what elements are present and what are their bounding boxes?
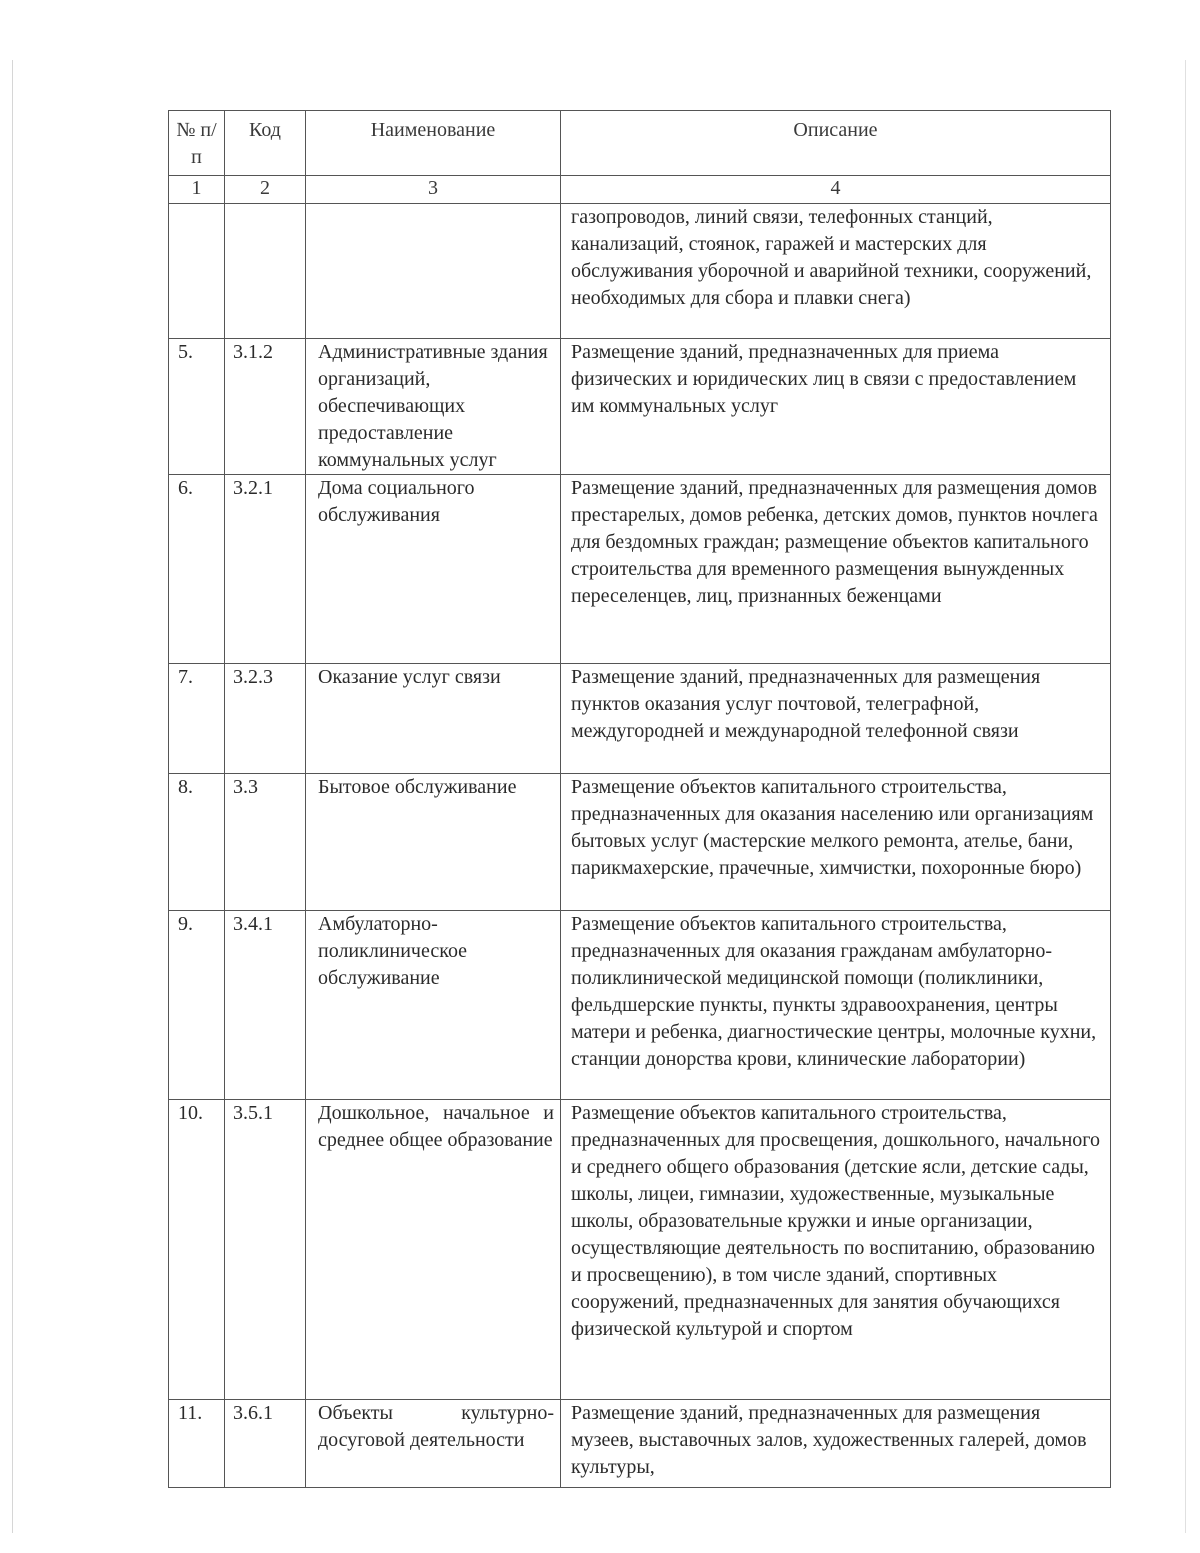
row-desc: Размещение объектов капитального строительства, предназначенных для оказания гражданам амбулаторно-поликлинической медицинской помощи (поликлиники, фельдшерские пункты, пункты здравоохранения, центры матери и ребенка, диагностические центры, молочные кухни, станции донорства крови, клинические лаборатории) bbox=[561, 911, 1111, 1100]
row-num: 7. bbox=[169, 664, 225, 774]
row-name bbox=[306, 204, 561, 339]
row-code: 3.4.1 bbox=[225, 911, 306, 1100]
table-row bbox=[169, 475, 1111, 664]
table-row bbox=[169, 339, 1111, 475]
table-header-row bbox=[169, 111, 1111, 176]
row-name: Амбулаторно-поликлиническое обслуживание bbox=[306, 911, 561, 1100]
row-code: 3.6.1 bbox=[225, 1400, 306, 1488]
column-number-2: 2 bbox=[225, 176, 306, 204]
column-number-3: 3 bbox=[306, 176, 561, 204]
page-right-edge bbox=[1185, 60, 1186, 1533]
row-num: 9. bbox=[169, 911, 225, 1100]
row-num: 6. bbox=[169, 475, 225, 664]
row-name: Объекты культурно-досуговой деятельности bbox=[306, 1400, 561, 1488]
row-num: 8. bbox=[169, 774, 225, 911]
row-code: 3.2.3 bbox=[225, 664, 306, 774]
row-desc: Размещение зданий, предназначенных для размещения музеев, выставочных залов, художественных галерей, домов культуры, bbox=[561, 1400, 1111, 1488]
row-desc: газопроводов, линий связи, телефонных станций, канализаций, стоянок, гаражей и мастерских для обслуживания уборочной и аварийной техники, сооружений, необходимых для сбора и плавки снега) bbox=[561, 204, 1111, 339]
table-row bbox=[169, 664, 1111, 774]
header-code: Код bbox=[225, 111, 306, 176]
column-number-row bbox=[169, 176, 1111, 204]
table-row bbox=[169, 911, 1111, 1100]
header-num: № п/п bbox=[169, 111, 225, 176]
row-code: 3.2.1 bbox=[225, 475, 306, 664]
row-num bbox=[169, 204, 225, 339]
row-desc: Размещение зданий, предназначенных для приема физических и юридических лиц в связи с предоставлением им коммунальных услуг bbox=[561, 339, 1111, 475]
row-num: 10. bbox=[169, 1100, 225, 1400]
header-desc: Описание bbox=[561, 111, 1111, 176]
page-left-edge bbox=[12, 60, 13, 1533]
header-name: Наименование bbox=[306, 111, 561, 176]
row-code: 3.1.2 bbox=[225, 339, 306, 475]
row-code: 3.5.1 bbox=[225, 1100, 306, 1400]
row-desc: Размещение зданий, предназначенных для размещения пунктов оказания услуг почтовой, телеграфной, междугородней и международной телефонной связи bbox=[561, 664, 1111, 774]
table-row bbox=[169, 774, 1111, 911]
table-row bbox=[169, 1400, 1111, 1488]
row-code bbox=[225, 204, 306, 339]
row-desc: Размещение зданий, предназначенных для размещения домов престарелых, домов ребенка, детских домов, пунктов ночлега для бездомных граждан; размещение объектов капитального строительства для временного размещения вынужденных переселенцев, лиц, признанных беженцами bbox=[561, 475, 1111, 664]
table-row bbox=[169, 204, 1111, 339]
column-number-1: 1 bbox=[169, 176, 225, 204]
row-name: Административные здания организаций, обеспечивающих предоставление коммунальных услуг bbox=[306, 339, 561, 475]
row-name: Бытовое обслуживание bbox=[306, 774, 561, 911]
row-name: Дошкольное, начальное и среднее общее образование bbox=[306, 1100, 561, 1400]
row-num: 5. bbox=[169, 339, 225, 475]
row-desc: Размещение объектов капитального строительства, предназначенных для оказания населению или организациям бытовых услуг (мастерские мелкого ремонта, ателье, бани, парикмахерские, прачечные, химчистки, похоронные бюро) bbox=[561, 774, 1111, 911]
table-row bbox=[169, 1100, 1111, 1400]
row-desc: Размещение объектов капитального строительства, предназначенных для просвещения, дошкольного, начального и среднего общего образования (детские ясли, детские сады, школы, лицеи, гимназии, художественные, музыкальные школы, образовательные кружки и иные организации, осуществляющие деятельность по воспитанию, образованию и просвещению), в том числе зданий, спортивных сооружений, предназначенных для занятия обучающихся физической культурой и спортом bbox=[561, 1100, 1111, 1400]
row-num: 11. bbox=[169, 1400, 225, 1488]
row-code: 3.3 bbox=[225, 774, 306, 911]
row-name: Дома социального обслуживания bbox=[306, 475, 561, 664]
row-name: Оказание услуг связи bbox=[306, 664, 561, 774]
column-number-4: 4 bbox=[561, 176, 1111, 204]
land-use-table bbox=[168, 110, 1111, 1488]
